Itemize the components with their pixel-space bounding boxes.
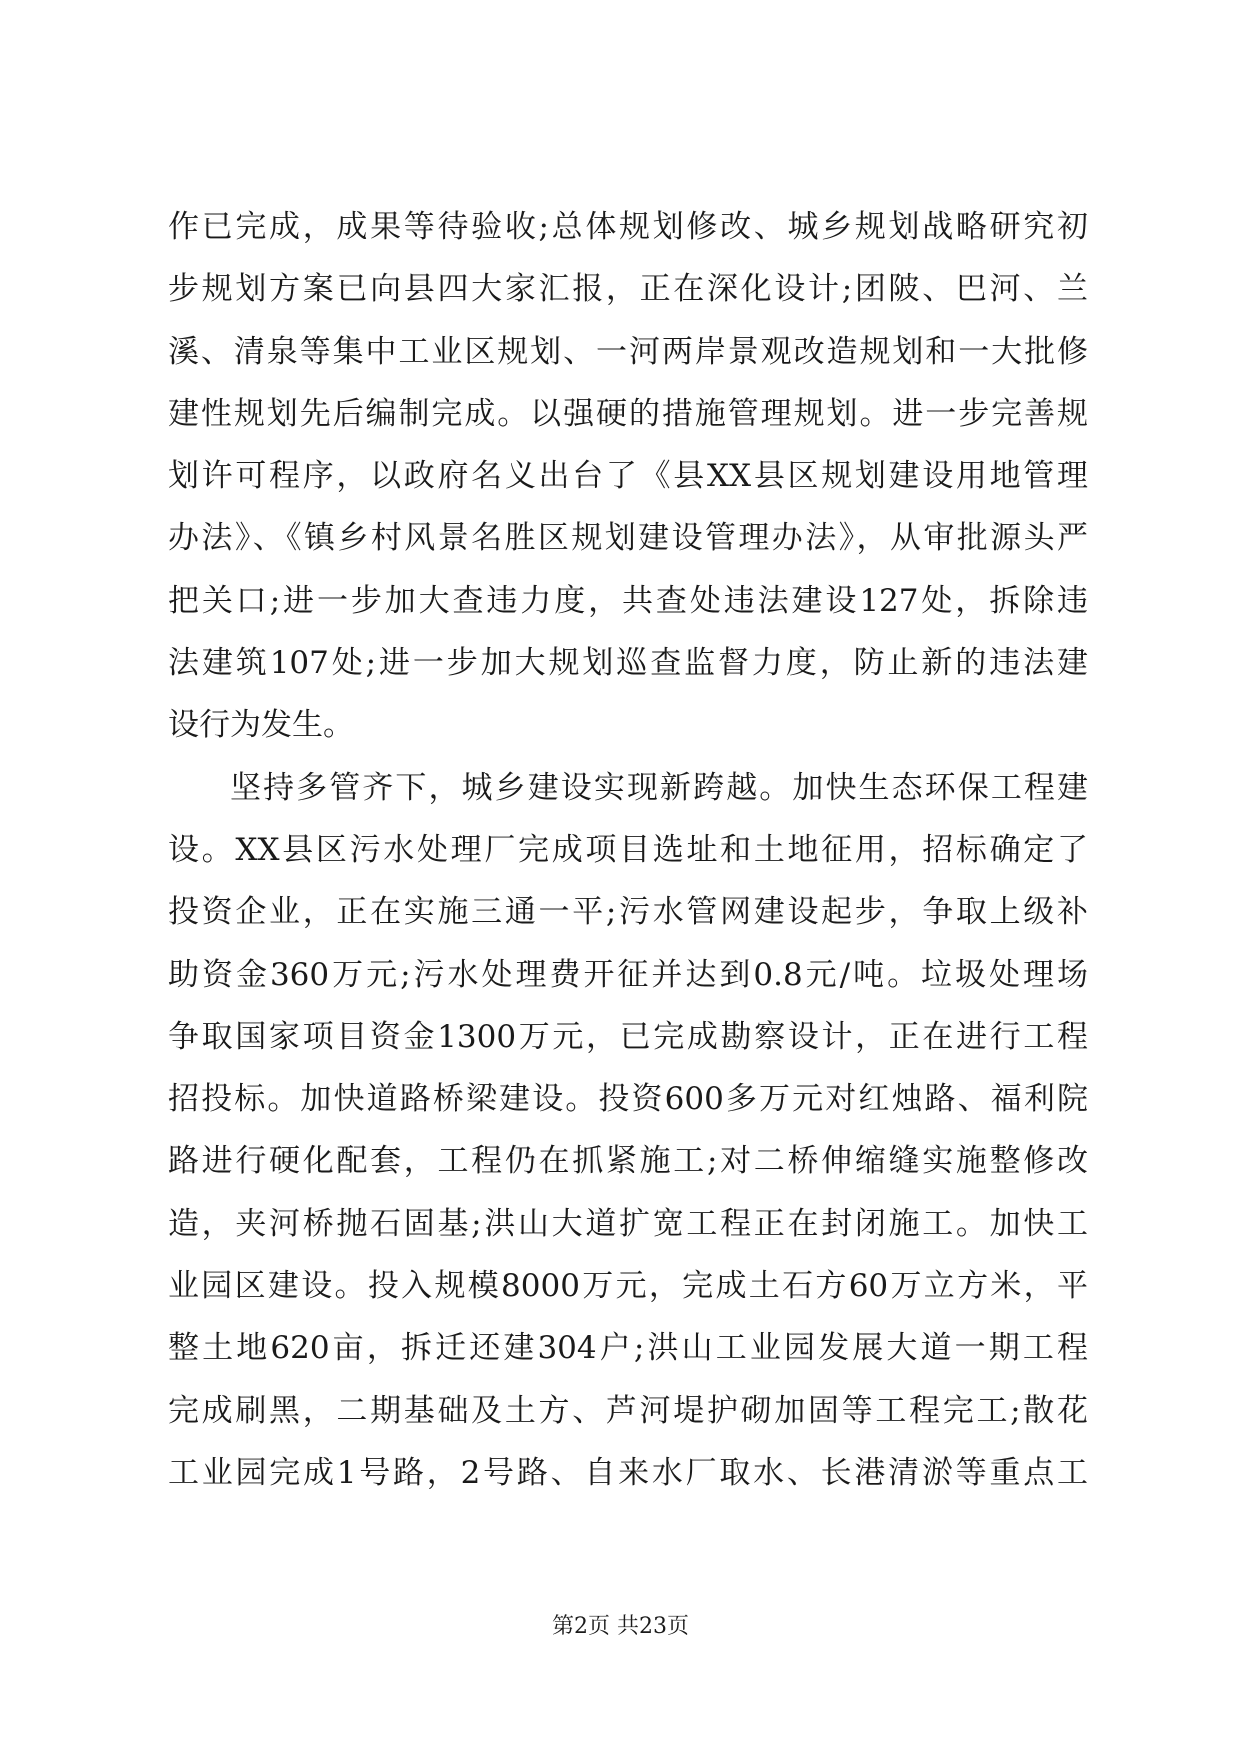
text-line: 整土地620亩，拆迁还建304户;洪山工业园发展大道一期工程 xyxy=(168,1330,1088,1367)
text-line: 划许可程序，以政府名义出台了《县XX县区规划建设用地管理 xyxy=(168,458,1088,495)
text-line: 作已完成，成果等待验收;总体规划修改、城乡规划战略研究初 xyxy=(168,209,1088,245)
text-line: 完成刷黑，二期基础及土方、芦河堤护砌加固等工程完工;散花 xyxy=(168,1392,1088,1429)
text-line: 办法》、《镇乡村风景名胜区规划建设管理办法》，从审批源头严 xyxy=(168,520,1088,557)
page-number-footer: 第2页 共23页 xyxy=(552,1614,689,1639)
document-body xyxy=(168,196,1088,1504)
text-line: 设。XX县区污水处理厂完成项目选址和土地征用，招标确定了 xyxy=(168,831,1088,868)
text-line: 路进行硬化配套，工程仍在抓紧施工;对二桥伸缩缝实施整修改 xyxy=(168,1143,1088,1180)
paragraph-1 xyxy=(168,196,1088,757)
text-line: 招投标。加快道路桥梁建设。投资600多万元对红烛路、福利院 xyxy=(168,1081,1088,1118)
text-line: 建性规划先后编制完成。以强硬的措施管理规划。进一步完善规 xyxy=(168,395,1088,432)
text-line: 造，夹河桥抛石固基;洪山大道扩宽工程正在封闭施工。加快工 xyxy=(168,1205,1088,1242)
text-line: 设行为发生。 xyxy=(168,707,354,744)
text-line: 把关口;进一步加大查违力度，共查处违法建设127处，拆除违 xyxy=(168,582,1088,619)
paragraph-2 xyxy=(168,757,1088,1505)
text-line: 争取国家项目资金1300万元，已完成勘察设计，正在进行工程 xyxy=(168,1018,1088,1055)
text-line: 工业园完成1号路，2号路、自来水厂取水、长港清淤等重点工 xyxy=(168,1454,1088,1491)
text-line: 法建筑107处;进一步加大规划巡查监督力度，防止新的违法建 xyxy=(168,645,1088,682)
text-line: 助资金360万元;污水处理费开征并达到0.8元/吨。垃圾处理场 xyxy=(168,956,1088,993)
text-line: 坚持多管齐下，城乡建设实现新跨越。加快生态环保工程建 xyxy=(230,769,1088,806)
text-line: 业园区建设。投入规模8000万元，完成土石方60万立方米，平 xyxy=(168,1268,1088,1305)
text-line: 投资企业，正在实施三通一平;污水管网建设起步，争取上级补 xyxy=(168,894,1088,931)
text-line: 步规划方案已向县四大家汇报，正在深化设计;团陂、巴河、兰 xyxy=(168,271,1088,308)
text-line: 溪、清泉等集中工业区规划、一河两岸景观改造规划和一大批修 xyxy=(168,333,1088,370)
